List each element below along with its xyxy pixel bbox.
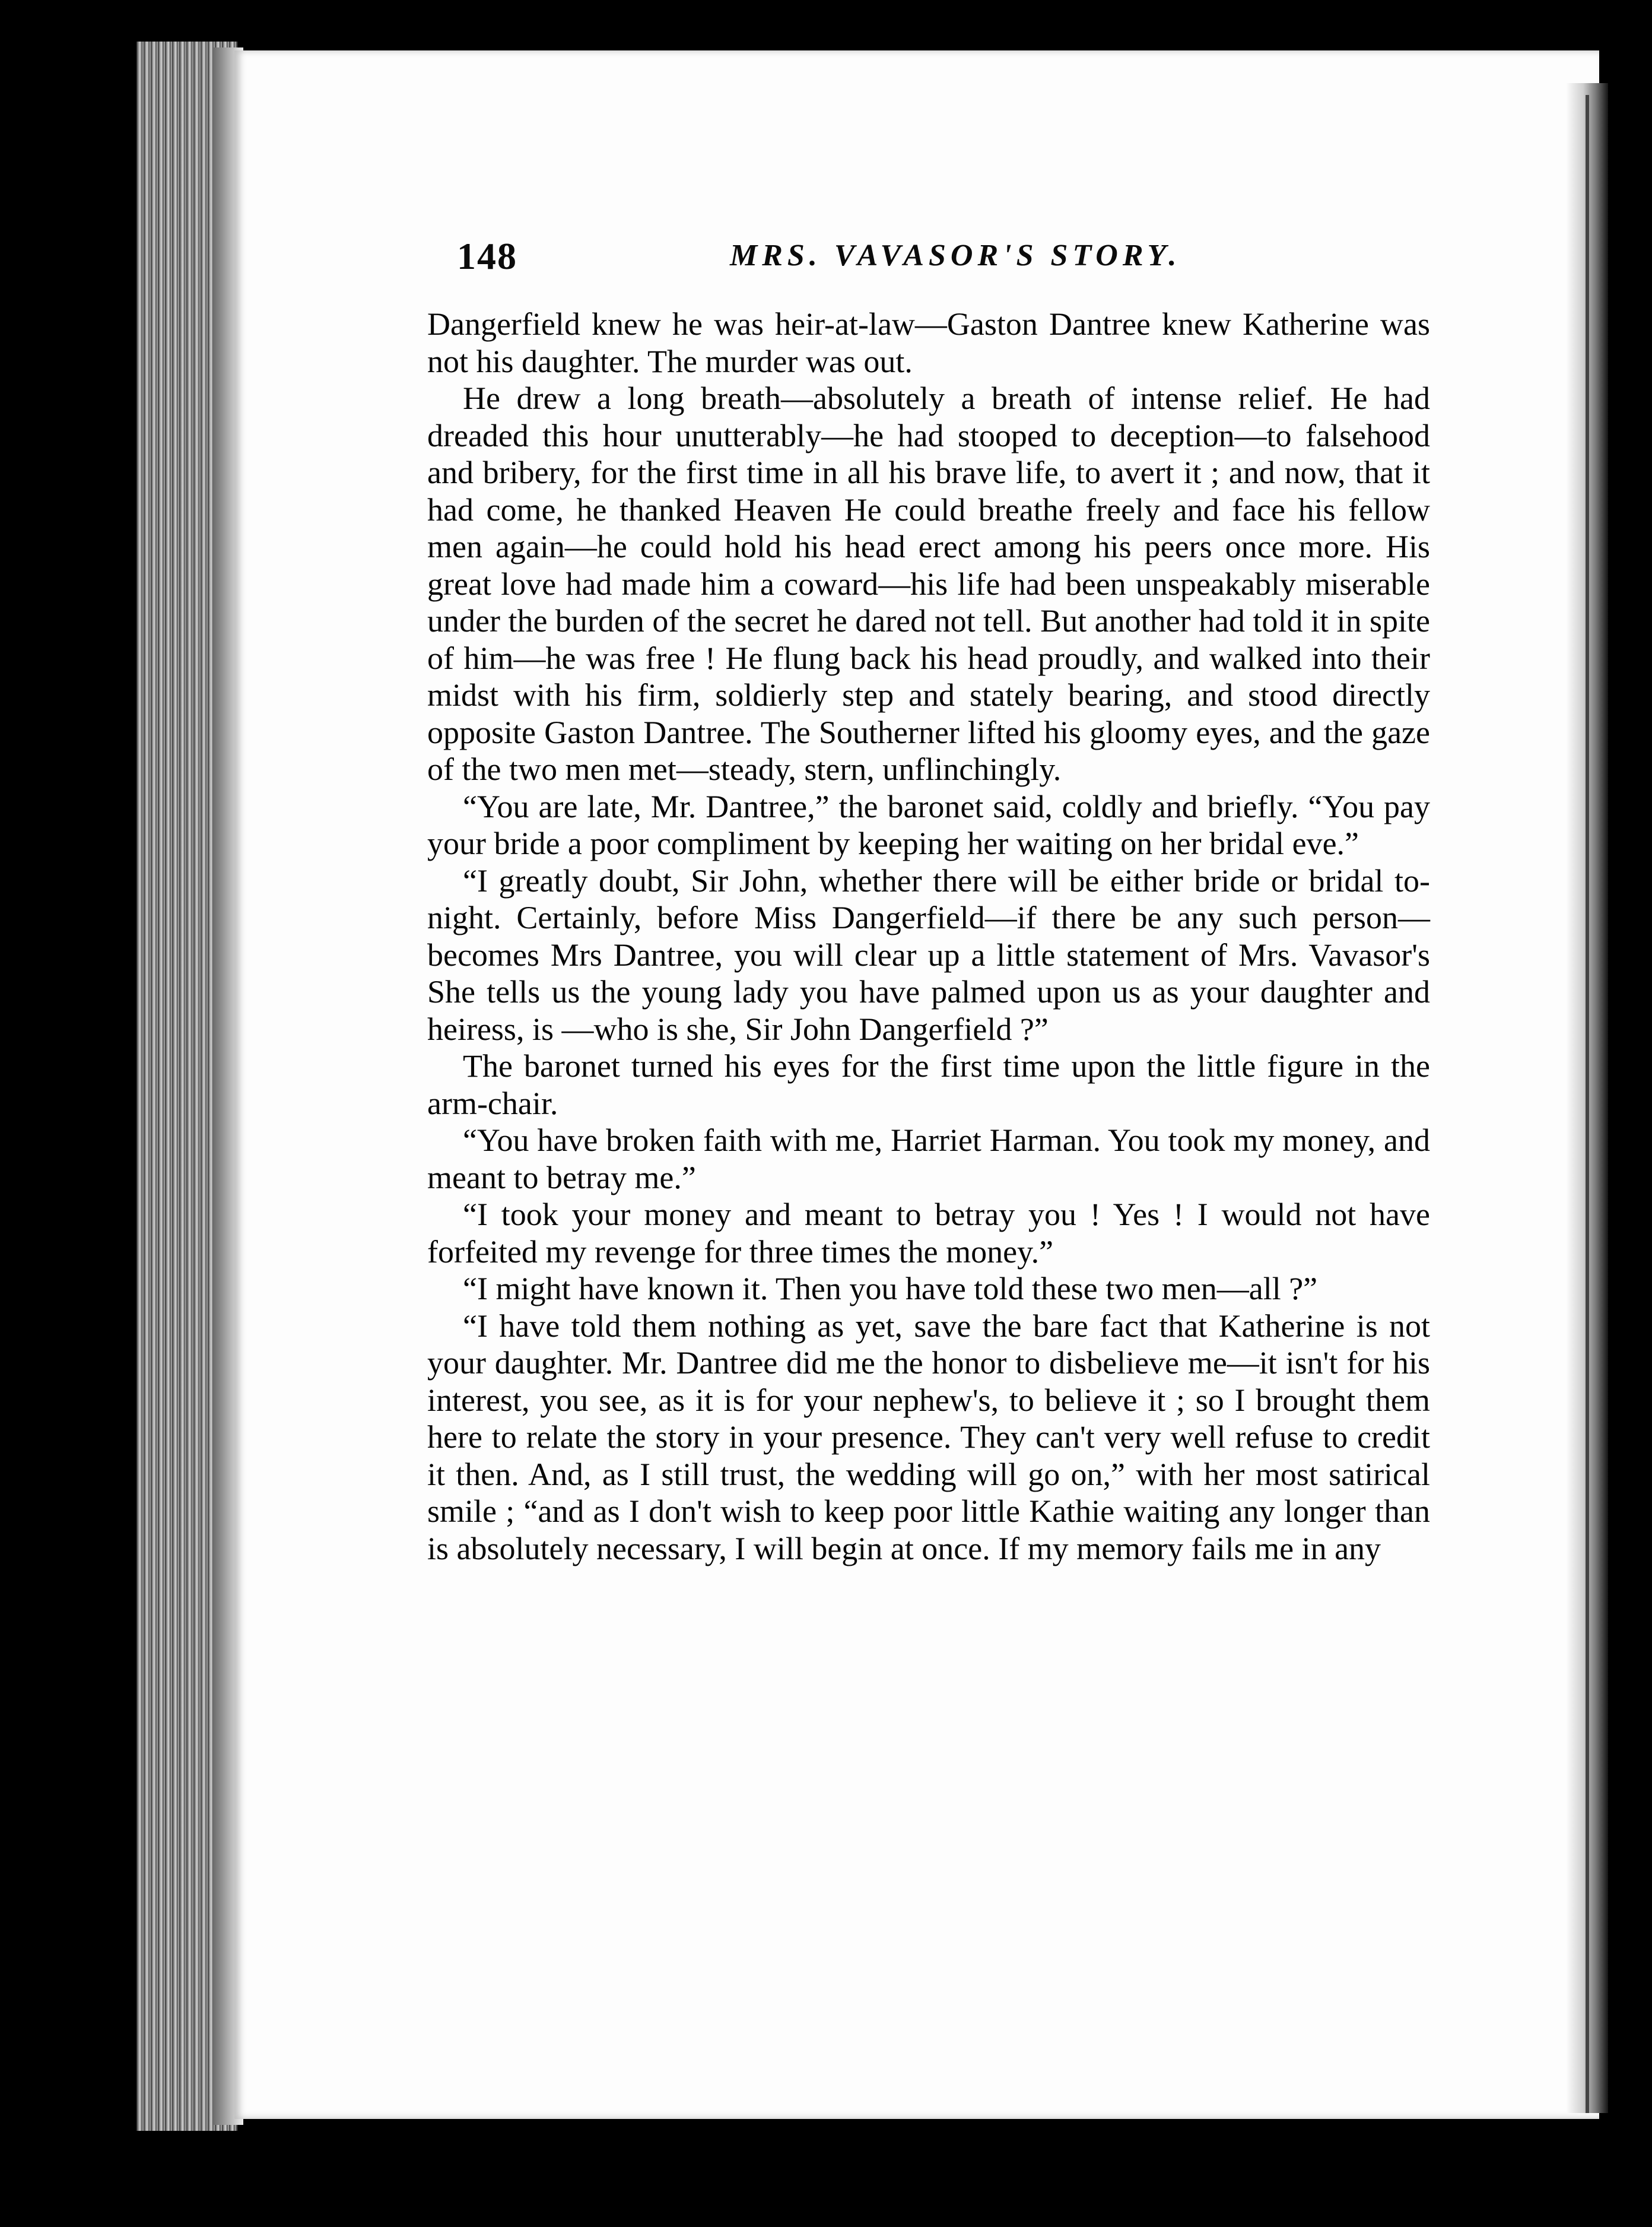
- page-header: [457, 234, 1181, 282]
- paragraph: Dangerfield knew he was heir-at-law—Gaston Dantree knew Katherine was not his daughter. The murder was out.: [427, 306, 1430, 379]
- right-page-edge-line: [1586, 95, 1589, 2113]
- paragraph: The baronet turned his eyes for the first time upon the little figure in the arm-chair.: [427, 1048, 1430, 1121]
- paragraph: “You are late, Mr. Dantree,” the baronet said, coldly and briefly. “You pay your bride a poor compliment by keeping her waiting on her bridal eve.”: [427, 788, 1430, 861]
- paragraph: He drew a long breath—absolutely a breath of intense relief. He had dreaded this hour unutterably—he had stooped to deception—to falsehood and bribery, for the first time in all his brave life, to avert it ; and now, that it had come, he thanked Heaven He could breathe freely and face his fellow men again—he could hold his head erect among his peers once more. His great love had made him a coward—his life had been unspeakably miserable under the burden of the secret he dared not tell. But another had told it in spite of him—he was free ! He flung back his head proudly, and walked into their midst with his firm, soldierly step and stately bearing, and stood directly opposite Gaston Dantree. The Southerner lifted his gloomy eyes, and the gaze of the two men met—steady, stern, unflinchingly.: [427, 380, 1431, 787]
- paragraph: “I might have known it. Then you have told these two men—all ?”: [463, 1271, 1318, 1306]
- paragraph: “I took your money and meant to betray you ! Yes ! I would not have forfeited my revenge for three times the money.”: [427, 1197, 1430, 1270]
- running-head: MRS. VAVASOR'S STORY.: [730, 239, 1181, 272]
- page-number: 148: [457, 235, 517, 277]
- paragraph: “I have told them nothing as yet, save the bare fact that Katherine is not your daughter. Mr. Dantree did me the honor to disbelieve me—it isn't for his interest, you see, as it is for your nephew's, to believe it ; so I brought them here to relate the story in your presence. They can't very well refuse to credit it then. And, as I still trust, the wedding will go on,” with her most satirical smile ; “and as I don't wish to keep poor little Kathie waiting any longer than is absolutely necessary, I will begin at once. If my memory fails me in any: [427, 1308, 1430, 1566]
- paragraph: “You have broken faith with me, Harriet Harman. You took my money, and meant to betray me.”: [427, 1122, 1430, 1195]
- paragraph: “I greatly doubt, Sir John, whether there will be either bride or bridal to-night. Certainly, before Miss Dangerfield—if there be any such person—becomes Mrs Dantree, you will clear up a little statement of Mrs. Vavasor's She tells us the young lady you have palmed upon us as your daughter and heiress, is —who is she, Sir John Dangerfield ?”: [427, 862, 1430, 1047]
- body-text: [427, 306, 1430, 1567]
